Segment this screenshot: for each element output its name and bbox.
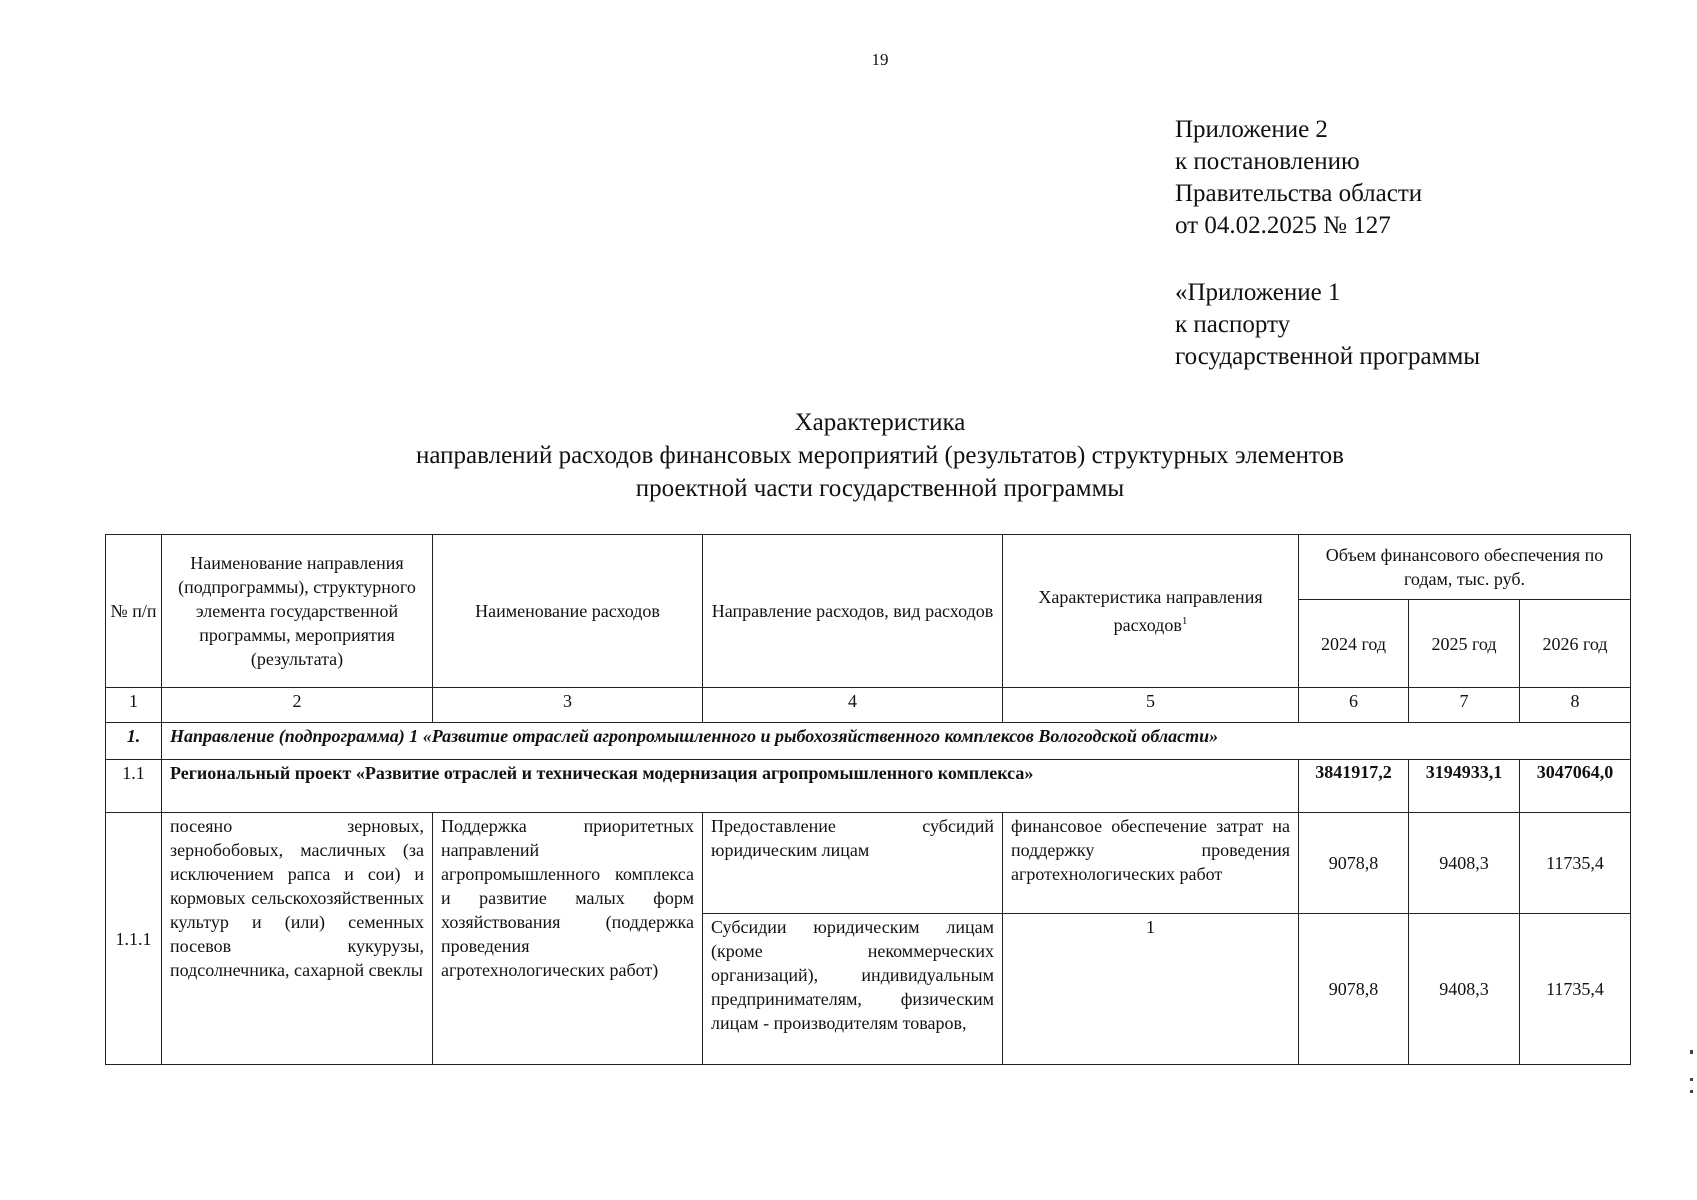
project-num: 1.1 <box>106 760 162 813</box>
header-year-2026: 2026 год <box>1520 600 1631 688</box>
scan-edge-mark <box>1690 1090 1693 1093</box>
header-direction: Направление расходов, вид расходов <box>703 535 1003 688</box>
item-direction: Предоставление субсидий юридическим лицам <box>703 813 1003 914</box>
header-year-2025: 2025 год <box>1409 600 1520 688</box>
project-title: Региональный проект «Развитие отраслей и техническая модернизация агропромышленного комплекса» <box>162 760 1299 813</box>
appendix-line: Правительства области <box>1175 180 1423 207</box>
item-value-2024: 9078,8 <box>1299 813 1409 914</box>
appendix-block <box>1175 114 1422 242</box>
appendix-line: Приложение 2 <box>1175 116 1328 143</box>
page-number: 19 <box>871 50 889 69</box>
appendix-inner-line: государственной программы <box>1175 343 1481 370</box>
title-line: проектной части государственной программы <box>635 475 1125 502</box>
item-detail-value-2025: 9408,3 <box>1409 914 1520 1065</box>
item-direction-detail: Субсидии юридическим лицам (кроме некоммерческих организаций), индивидуальным предпринимателям, физическим лицам - производителям товаров, <box>703 914 1003 1065</box>
financing-table <box>105 534 1631 1065</box>
item-value-2025: 9408,3 <box>1409 813 1520 914</box>
appendix-inner-line: «Приложение 1 <box>1175 279 1341 306</box>
subprogram-row <box>106 723 1631 760</box>
subprogram-title: Направление (подпрограмма) 1 «Развитие отраслей агропромышленного и рыбохозяйственного комплексов Вологодской области» <box>162 723 1631 760</box>
item-expense-name: Поддержка приоритетных направлений агропромышленного комплекса и развитие малых форм хозяйствования (поддержка проведения агротехнологических работ) <box>433 813 703 1065</box>
appendix-inner-line: к паспорту <box>1175 311 1291 338</box>
item-value-2026: 11735,4 <box>1520 813 1631 914</box>
header-funding-group: Объем финансового обеспечения по годам, тыс. руб. <box>1299 535 1631 600</box>
column-number-row <box>106 688 1631 723</box>
scan-edge-mark <box>1690 1078 1693 1081</box>
item-detail-value-2024: 9078,8 <box>1299 914 1409 1065</box>
header-year-2024: 2024 год <box>1299 600 1409 688</box>
project-value-2026: 3047064,0 <box>1520 760 1631 813</box>
project-value-2024: 3841917,2 <box>1299 760 1409 813</box>
header-characteristic-text: Характеристика направления расходов <box>1038 587 1263 635</box>
project-row <box>106 760 1631 813</box>
header-num: № п/п <box>106 535 162 688</box>
footnote-mark: 1 <box>1181 615 1188 627</box>
column-number: 1 <box>106 688 162 723</box>
subprogram-num: 1. <box>106 723 162 760</box>
appendix-line: к постановлению <box>1175 148 1360 175</box>
column-number: 3 <box>433 688 703 723</box>
column-number: 2 <box>162 688 433 723</box>
project-value-2025: 3194933,1 <box>1409 760 1520 813</box>
column-number: 8 <box>1520 688 1631 723</box>
item-characteristic-detail: 1 <box>1003 914 1299 1065</box>
header-expense-name: Наименование расходов <box>433 535 703 688</box>
item-row <box>106 813 1631 914</box>
item-characteristic: финансовое обеспечение затрат на поддержку проведения агротехнологических работ <box>1003 813 1299 914</box>
column-number: 6 <box>1299 688 1409 723</box>
title-line: направлений расходов финансовых мероприятий (результатов) структурных элементов <box>416 442 1344 469</box>
column-number: 5 <box>1003 688 1299 723</box>
appendix-inner-block <box>1175 277 1480 373</box>
header-row <box>106 535 1631 600</box>
document-title <box>300 406 1460 505</box>
item-detail-value-2026: 11735,4 <box>1520 914 1631 1065</box>
header-characteristic <box>1003 535 1299 688</box>
item-name: посеяно зерновых, зернобобовых, масличных (за исключением рапса и сои) и кормовых сельскохозяйственных культур и (или) семенных посевов кукурузы, подсолнечника, сахарной свеклы <box>162 813 433 1065</box>
appendix-line: от 04.02.2025 № 127 <box>1175 212 1391 239</box>
header-name: Наименование направления (подпрограммы), структурного элемента государственной программы, мероприятия (результата) <box>162 535 433 688</box>
title-line: Характеристика <box>794 409 966 436</box>
item-num: 1.1.1 <box>106 813 162 1065</box>
column-number: 4 <box>703 688 1003 723</box>
column-number: 7 <box>1409 688 1520 723</box>
scan-edge-mark <box>1690 1050 1693 1054</box>
